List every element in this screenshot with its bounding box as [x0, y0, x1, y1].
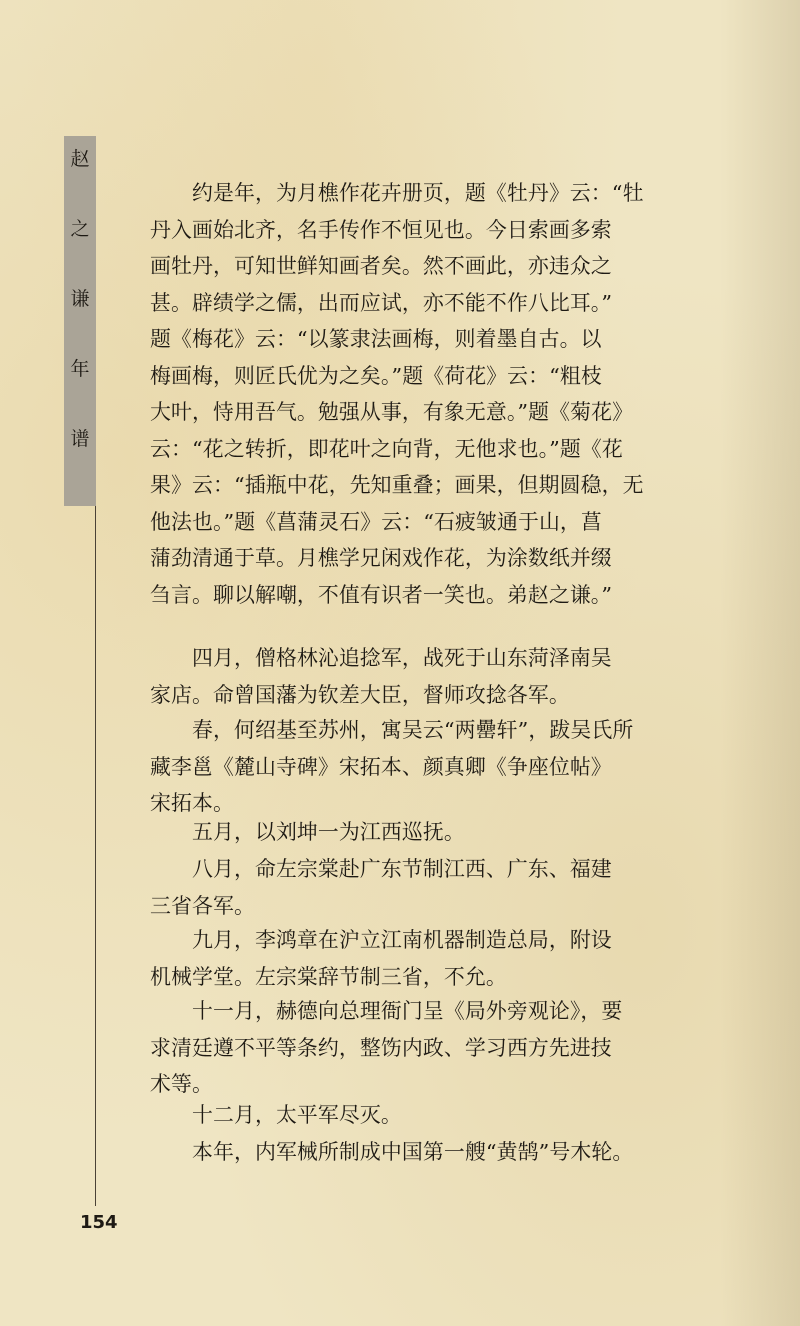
- running-title: [64, 148, 96, 498]
- text-line: 八月，命左宗棠赴广东节制江西、广东、福建: [150, 857, 612, 881]
- paragraph: [150, 851, 612, 924]
- text-line: 家店。命曾国藩为钦差大臣，督师攻捻各军。: [150, 682, 570, 707]
- text-line: 画牡丹，可知世鲜知画者矣。然不画此，亦违众之: [150, 254, 612, 278]
- text-line: 求清廷遵不平等条约，整饬内政、学习西方先进技: [150, 1035, 612, 1060]
- text-line: 藏李邕《麓山寺碑》宋拓本、颜真卿《争座位帖》: [150, 754, 612, 779]
- paragraph: [150, 993, 623, 1103]
- margin-rule: [95, 506, 96, 1206]
- text-line: 丹入画始北齐，名手传作不恒见也。今日索画多索: [150, 217, 612, 242]
- text-line: 十二月，太平军尽灭。: [150, 1103, 402, 1127]
- text-line: 机械学堂。左宗棠辞节制三省，不允。: [150, 964, 507, 989]
- running-title-char: 之: [70, 218, 90, 240]
- text-line: 本年，内军械所制成中国第一艘“黄鹄”号木轮。: [150, 1140, 634, 1164]
- page-number: 154: [80, 1212, 118, 1233]
- paragraph: [150, 1134, 634, 1171]
- text-line: 九月，李鸿章在沪立江南机器制造总局，附设: [150, 928, 612, 952]
- text-line: 题《梅花》云：“以篆隶法画梅，则着墨自古。以: [150, 327, 602, 351]
- text-line: 果》云：“插瓶中花，先知重叠；画果，但期圆稳，无: [150, 473, 644, 497]
- paragraph: [150, 640, 612, 713]
- paragraph: [150, 1097, 570, 1134]
- running-title-char: 谱: [70, 428, 90, 450]
- running-title-char: 谦: [70, 288, 90, 310]
- text-line: 甚。辟绩学之儒，出而应试，亦不能不作八比耳。”: [150, 290, 613, 315]
- paragraph: [150, 922, 612, 995]
- text-line: 云：“花之转折，即花叶之向背，无他求也。”题《花: [150, 436, 623, 461]
- text-line: 蒲劲清通于草。月樵学兄闲戏作花，为涂数纸并缀: [150, 546, 612, 570]
- text-line: 春，何绍基至苏州，寓吴云“两罍轩”，跋吴氏所: [150, 718, 634, 742]
- text-line: 他法也。”题《菖蒲灵石》云：“石疲皱通于山，菖: [150, 509, 602, 534]
- paragraph: [150, 175, 644, 613]
- text-line: 刍言。聊以解嘲，不值有识者一笑也。弟赵之谦。”: [150, 582, 613, 607]
- running-title-char: 年: [70, 358, 90, 380]
- page-spine-shadow: [720, 0, 800, 1326]
- text-line: 术等。: [150, 1072, 213, 1096]
- text-line: 五月，以刘坤一为江西巡抚。: [150, 820, 465, 844]
- text-line: 大叶，恃用吾气。勉强从事，有象无意。”题《菊花》: [150, 400, 634, 424]
- text-line: 约是年，为月樵作花卉册页，题《牡丹》云：“牡: [150, 181, 644, 205]
- text-line: 十一月，赫德向总理衙门呈《局外旁观论》，要: [150, 999, 623, 1023]
- running-title-char: 赵: [70, 148, 90, 170]
- paragraph: [150, 712, 634, 822]
- text-line: 宋拓本。: [150, 791, 234, 815]
- text-line: 三省各军。: [150, 893, 255, 918]
- text-line: 四月，僧格林沁追捻军，战死于山东菏泽南吴: [150, 646, 612, 670]
- text-line: 梅画梅，则匠氏优为之矣。”题《荷花》云：“粗枝: [150, 363, 602, 388]
- paragraph: [150, 814, 570, 851]
